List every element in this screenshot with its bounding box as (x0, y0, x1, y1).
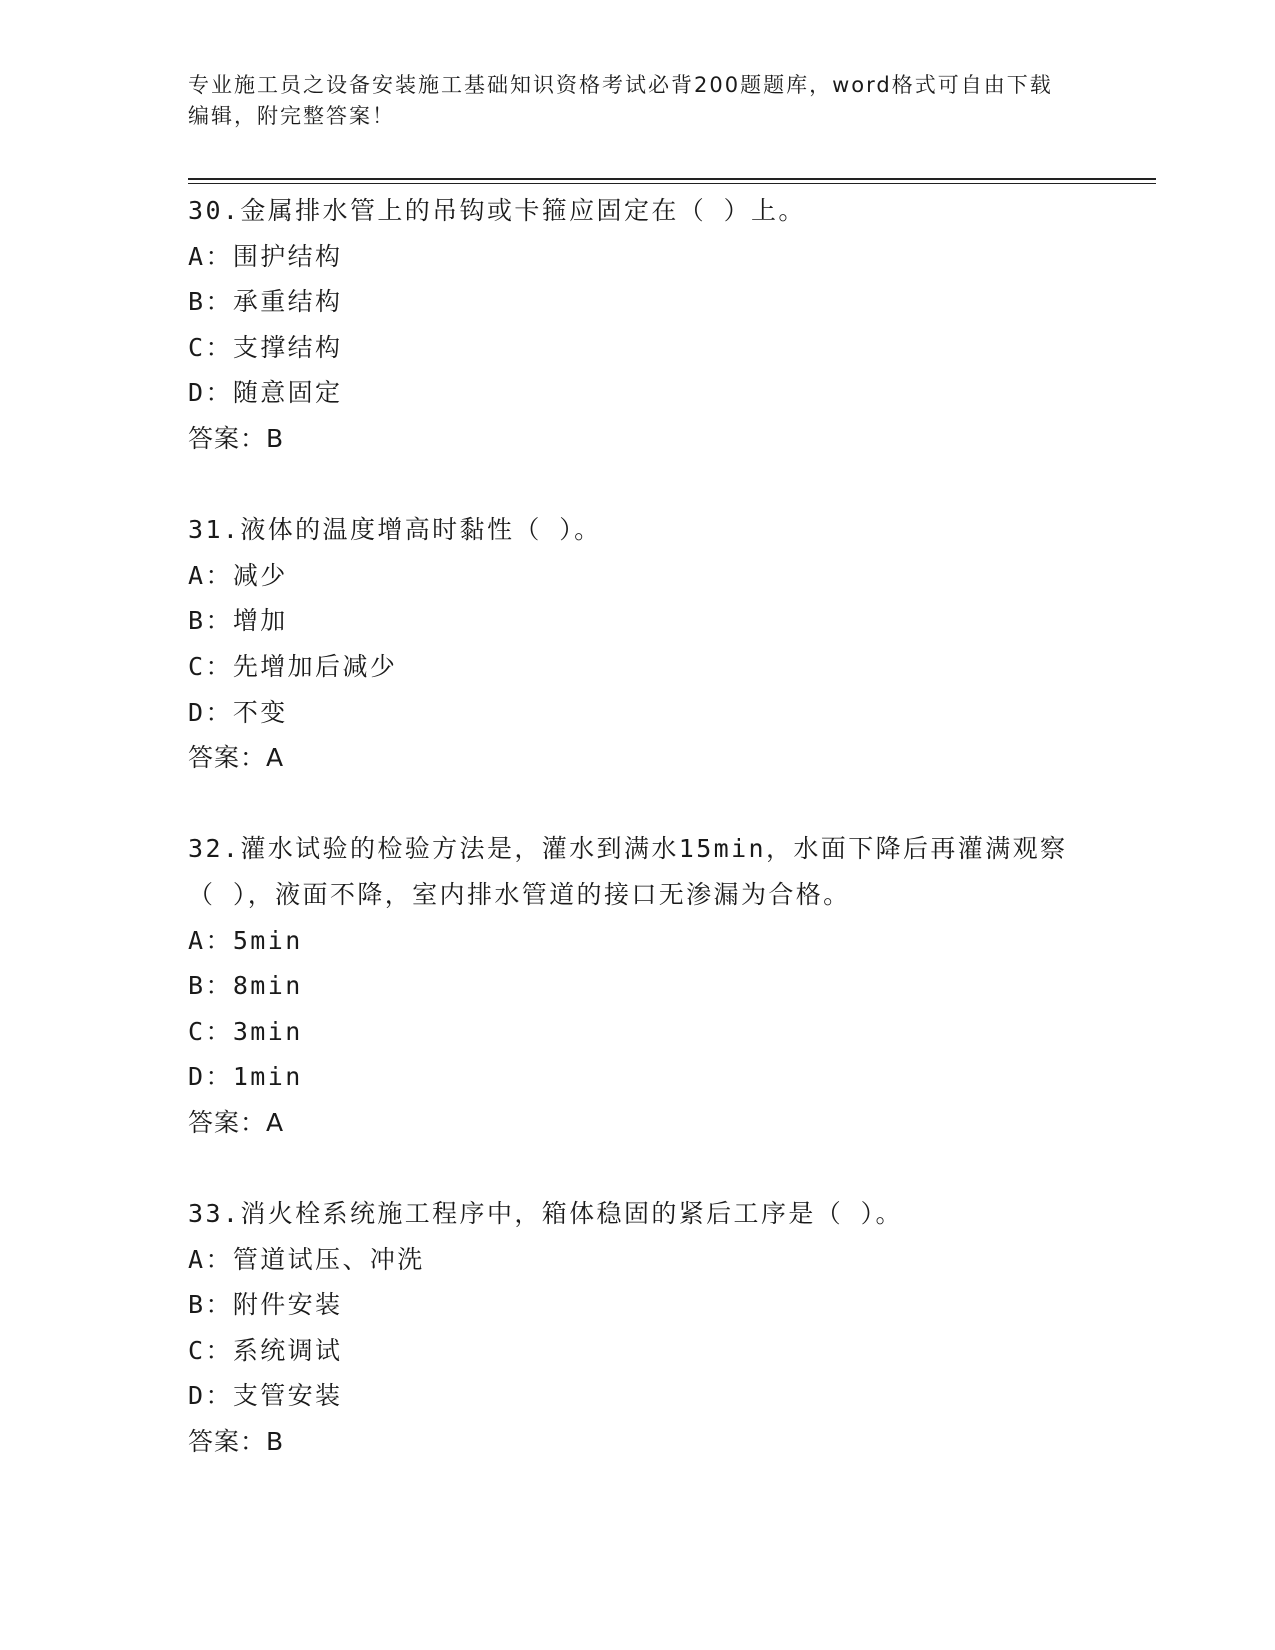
option-text: 围护结构 (232, 241, 343, 271)
option-label: B： (188, 606, 233, 636)
option-text: 支管安装 (232, 1381, 343, 1411)
option-text: 随意固定 (232, 378, 343, 408)
document-title: 专业施工员之设备安装施工基础知识资格考试必背200题题库，word格式可自由下载编辑，附完整答案！ (188, 73, 1053, 128)
option-text: 1min (232, 1062, 303, 1092)
option-a (188, 553, 1088, 599)
option-text: 附件安装 (232, 1290, 343, 1320)
option-text: 先增加后减少 (232, 651, 398, 681)
option-label: A： (188, 1244, 233, 1274)
option-label: C： (188, 1016, 233, 1046)
option-label: B： (188, 1290, 233, 1320)
question-32 (188, 826, 1088, 1191)
document-header (188, 70, 1068, 132)
option-text: 管道试压、冲洗 (232, 1244, 425, 1274)
option-text: 系统调试 (232, 1335, 343, 1365)
option-b (188, 598, 1088, 644)
option-text: 不变 (232, 697, 288, 727)
option-c (188, 325, 1088, 371)
question-31 (188, 507, 1088, 826)
option-label: D： (188, 378, 233, 408)
answer: 答案：B (188, 423, 285, 453)
header-divider-thin (188, 183, 1156, 184)
option-a (188, 234, 1088, 280)
option-d (188, 1054, 1088, 1100)
option-b (188, 1282, 1088, 1328)
option-label: A： (188, 560, 233, 590)
option-d (188, 690, 1088, 736)
option-c (188, 1328, 1088, 1374)
option-d (188, 1373, 1088, 1419)
option-text: 增加 (232, 606, 288, 636)
question-spacer (188, 1145, 1088, 1191)
option-text: 5min (232, 925, 303, 955)
option-c (188, 644, 1088, 690)
option-text: 3min (232, 1016, 303, 1046)
option-b (188, 279, 1088, 325)
answer: 答案：A (188, 1107, 285, 1137)
question-30 (188, 188, 1088, 507)
option-text: 8min (232, 971, 303, 1001)
option-d (188, 370, 1088, 416)
option-label: C： (188, 1335, 233, 1365)
question-stem: 31.液体的温度增高时黏性（ ）。 (188, 515, 602, 545)
option-b (188, 963, 1088, 1009)
option-a (188, 918, 1088, 964)
question-stem: 30.金属排水管上的吊钩或卡箍应固定在（ ）上。 (188, 196, 806, 225)
answer: 答案：A (188, 743, 285, 773)
question-33 (188, 1191, 1088, 1465)
option-text: 承重结构 (232, 287, 343, 317)
question-spacer (188, 781, 1088, 827)
option-label: C： (188, 332, 233, 362)
question-stem: 32.灌水试验的检验方法是，灌水到满水15min，水面下降后再灌满观察（ ），液面不降，室内排水管道的接口无渗漏为合格。 (188, 834, 1068, 909)
option-label: C： (188, 651, 233, 681)
answer: 答案：B (188, 1427, 285, 1457)
option-c (188, 1009, 1088, 1055)
question-list (188, 188, 1088, 1465)
option-label: D： (188, 1381, 233, 1411)
option-label: A： (188, 241, 233, 271)
question-stem: 33.消火栓系统施工程序中，箱体稳固的紧后工序是（ ）。 (188, 1199, 903, 1229)
option-text: 减少 (232, 560, 288, 590)
option-label: B： (188, 971, 233, 1001)
header-divider-thick (188, 178, 1156, 180)
question-spacer (188, 462, 1088, 508)
option-label: D： (188, 1062, 233, 1092)
option-label: D： (188, 697, 233, 727)
option-a (188, 1237, 1088, 1283)
option-label: A： (188, 925, 233, 955)
option-label: B： (188, 287, 233, 317)
option-text: 支撑结构 (232, 332, 343, 362)
